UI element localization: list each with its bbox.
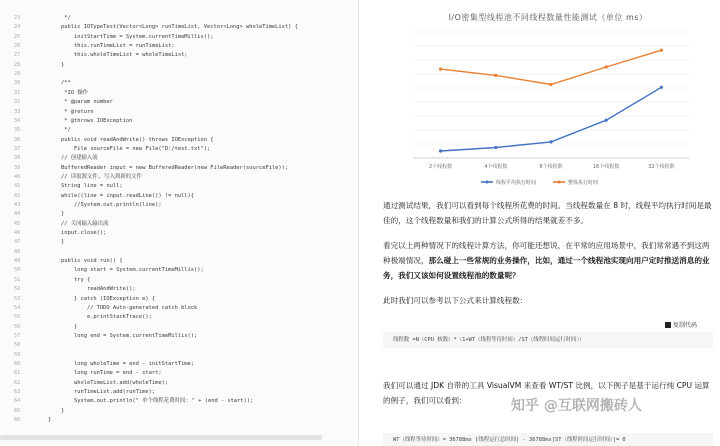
line-number: 59 [14, 351, 21, 358]
code-text: } [48, 417, 52, 424]
line-number: 58 [14, 342, 21, 349]
line-number: 39 [14, 164, 21, 171]
legend-entry: 整体执行时间 [568, 180, 599, 186]
legend-marker [486, 181, 489, 184]
line-number: 48 [14, 248, 21, 255]
chart-title: I/O密集型线程池不同线程数量性能测试（单位 ms） [448, 13, 648, 22]
code-panel [0, 0, 358, 446]
code-text: // TODO Auto-generated catch block [48, 304, 198, 311]
line-number: 42 [14, 192, 21, 199]
copy-code-label: 复制代码 [673, 322, 698, 329]
data-point [549, 83, 552, 86]
line-number: 34 [14, 117, 21, 124]
data-point [439, 68, 442, 71]
line-number: 23 [14, 15, 21, 21]
code-text: } [48, 407, 65, 414]
data-point [605, 65, 608, 68]
data-point [494, 146, 497, 149]
line-number: 35 [14, 127, 21, 134]
data-point [660, 49, 663, 52]
code-text: } [48, 61, 65, 68]
code-text: * @param number [48, 99, 113, 106]
code-line [0, 415, 330, 426]
code-text: long end = System.currentTimeMillis(); [48, 332, 198, 339]
line-number: 62 [14, 379, 21, 386]
code-text: * @throws IOException [48, 117, 133, 124]
line-number: 47 [14, 239, 21, 246]
copy-icon [665, 322, 671, 328]
code-text: runTimeList.add(runTime); [48, 389, 156, 395]
code-text: } [48, 211, 65, 218]
code-text: this.runTimeList = runTimeList; [48, 43, 175, 50]
code-text: */ [48, 127, 71, 134]
data-point [439, 149, 442, 152]
code-text: // 关闭输入输出流 [48, 220, 109, 227]
horizontal-scrollbar[interactable] [0, 435, 322, 440]
line-number: 46 [14, 230, 21, 237]
line-number: 26 [14, 43, 21, 50]
code-text: try { [48, 276, 91, 283]
code-text: wholeTimeList.add(wholeTime); [48, 379, 169, 386]
code-text: public void run() { [48, 258, 123, 265]
data-point [660, 86, 663, 89]
code-text: } [48, 323, 78, 330]
line-number: 37 [14, 145, 21, 152]
line-number: 43 [14, 202, 21, 208]
line-number: 44 [14, 211, 21, 218]
code-text: // 读取源文件, 写入到新的文件 [48, 173, 142, 180]
paragraph-scenario [383, 238, 713, 283]
data-point [549, 140, 552, 143]
line-number: 38 [14, 155, 21, 162]
line-number: 64 [14, 398, 21, 405]
x-tick-label: 2个线程数 [429, 164, 453, 170]
formula-block: 线程数 =N（CPU 核数）*（1+WT（线程等待时间）/ST（线程时间运行时间）） [383, 332, 713, 348]
line-number: 66 [14, 417, 21, 424]
line-number: 50 [14, 267, 21, 274]
formula-block-2: WT（线程等待时间）= 36788ms [线程运行总时间] - 36788ms[ST（线程时间运行时间）]= 0 [383, 433, 713, 446]
line-number: 31 [14, 89, 21, 96]
x-tick-label: 16个线程数 [593, 164, 620, 170]
paragraph-visualvm: 我们可以通过 JDK 自带的工具 VisualVM 来查看 WT/ST 比例，以下例子是基于运行纯 CPU 运算的例子，我们可以看到： [383, 381, 710, 405]
paragraph-scenario-text: 看完以上两种情况下的线程计算方法，你可能还想说，在平常的应用场景中，我们常常遇不到这两种极端情况， [383, 241, 710, 265]
line-number: 49 [14, 258, 21, 265]
line-number: 65 [14, 407, 21, 414]
line-number: 30 [14, 80, 21, 87]
line-number: 32 [14, 99, 21, 106]
code-text: } catch (IOException e) { [48, 295, 156, 302]
code-text: input.close(); [48, 230, 107, 237]
line-number: 28 [14, 61, 21, 68]
series-line-1 [441, 50, 662, 84]
code-text: // 创建输入流 [48, 155, 98, 162]
legend-marker [558, 181, 561, 184]
x-tick-label: 4个线程数 [484, 164, 508, 170]
line-number: 52 [14, 286, 21, 293]
copy-code-button[interactable] [665, 320, 697, 329]
line-number: 57 [14, 332, 21, 339]
code-text: long runTime = end - start; [48, 370, 162, 377]
line-number: 29 [14, 71, 21, 78]
line-number: 33 [14, 108, 21, 115]
code-text: System.out.println(" 单个线程花费时间: " + (end - start)); [48, 398, 254, 405]
line-number: 25 [14, 33, 21, 40]
line-number: 45 [14, 220, 21, 227]
paragraph-formula-intro: 此时我们可以参考以下公式来计算线程数： [383, 296, 528, 305]
code-text: String line = null; [48, 183, 123, 190]
code-text: File sourceFile = new File("D:/test.txt"); [48, 145, 211, 152]
panel-divider [358, 0, 359, 446]
line-number: 36 [14, 136, 21, 143]
line-chart [389, 4, 707, 194]
x-tick-label: 8个线程数 [539, 164, 563, 170]
code-text: */ [48, 15, 71, 21]
paragraph-scenario-bold: 那么碰上一些常规的业务操作，比如，通过一个线程池实现向用户定时推送消息的业务，我们又该如何设置线程池的数量呢？ [383, 256, 710, 280]
code-text: public void readAndWrite() throws IOException { [48, 136, 214, 143]
x-tick-label: 32个线程数 [648, 164, 675, 170]
code-text: } [48, 239, 65, 246]
code-text: initStartTime = System.currentTimeMillis(); [48, 33, 214, 40]
line-number: 53 [14, 295, 21, 302]
data-point [494, 74, 497, 77]
code-text: while((line = input.readLine()) != null){ [48, 192, 195, 199]
line-number: 63 [14, 389, 21, 395]
paragraph-results: 通过测试结果，我们可以看到每个线程所花费的时间。当线程数量在 8 时，线程平均执行时间是最佳的，这个线程数量和我们的计算公式所得的结果就差不多。 [383, 201, 712, 225]
code-text: public IOTypeTest(Vector<Long> runTimeList, Vector<Long> wholeTimeList) { [48, 24, 298, 31]
line-number: 40 [14, 173, 21, 180]
line-number: 41 [14, 183, 21, 190]
code-text: /** [48, 80, 71, 87]
code-text: this.wholeTimeList = wholeTimeList; [48, 52, 188, 59]
chart-container [389, 4, 707, 194]
line-number: 55 [14, 314, 21, 321]
code-text: BufferedReader input = new BufferedReader(new FileReader(sourceFile)); [48, 164, 289, 171]
data-point [605, 119, 608, 122]
code-text: * @return [48, 108, 94, 115]
code-text: //System.out.println(line); [48, 202, 162, 208]
code-text: long wholeTime = end - initStartTime; [48, 360, 195, 367]
line-number: 60 [14, 360, 21, 367]
line-number: 51 [14, 276, 21, 283]
code-text: *IO 操作 [48, 89, 88, 96]
article-panel [363, 0, 720, 446]
code-text: long start = System.currentTimeMillis(); [48, 267, 204, 274]
legend-entry: 线程平均执行时间 [496, 180, 537, 186]
line-number: 24 [14, 24, 21, 31]
watermark-logo: 知乎 @互联网搬砖人 [511, 398, 642, 414]
line-number: 61 [14, 370, 21, 377]
line-number: 54 [14, 304, 21, 311]
line-number: 56 [14, 323, 21, 330]
line-number: 27 [14, 52, 21, 59]
code-text: e.printStackTrace(); [48, 314, 152, 321]
code-text: readAndWrite(); [48, 286, 136, 293]
